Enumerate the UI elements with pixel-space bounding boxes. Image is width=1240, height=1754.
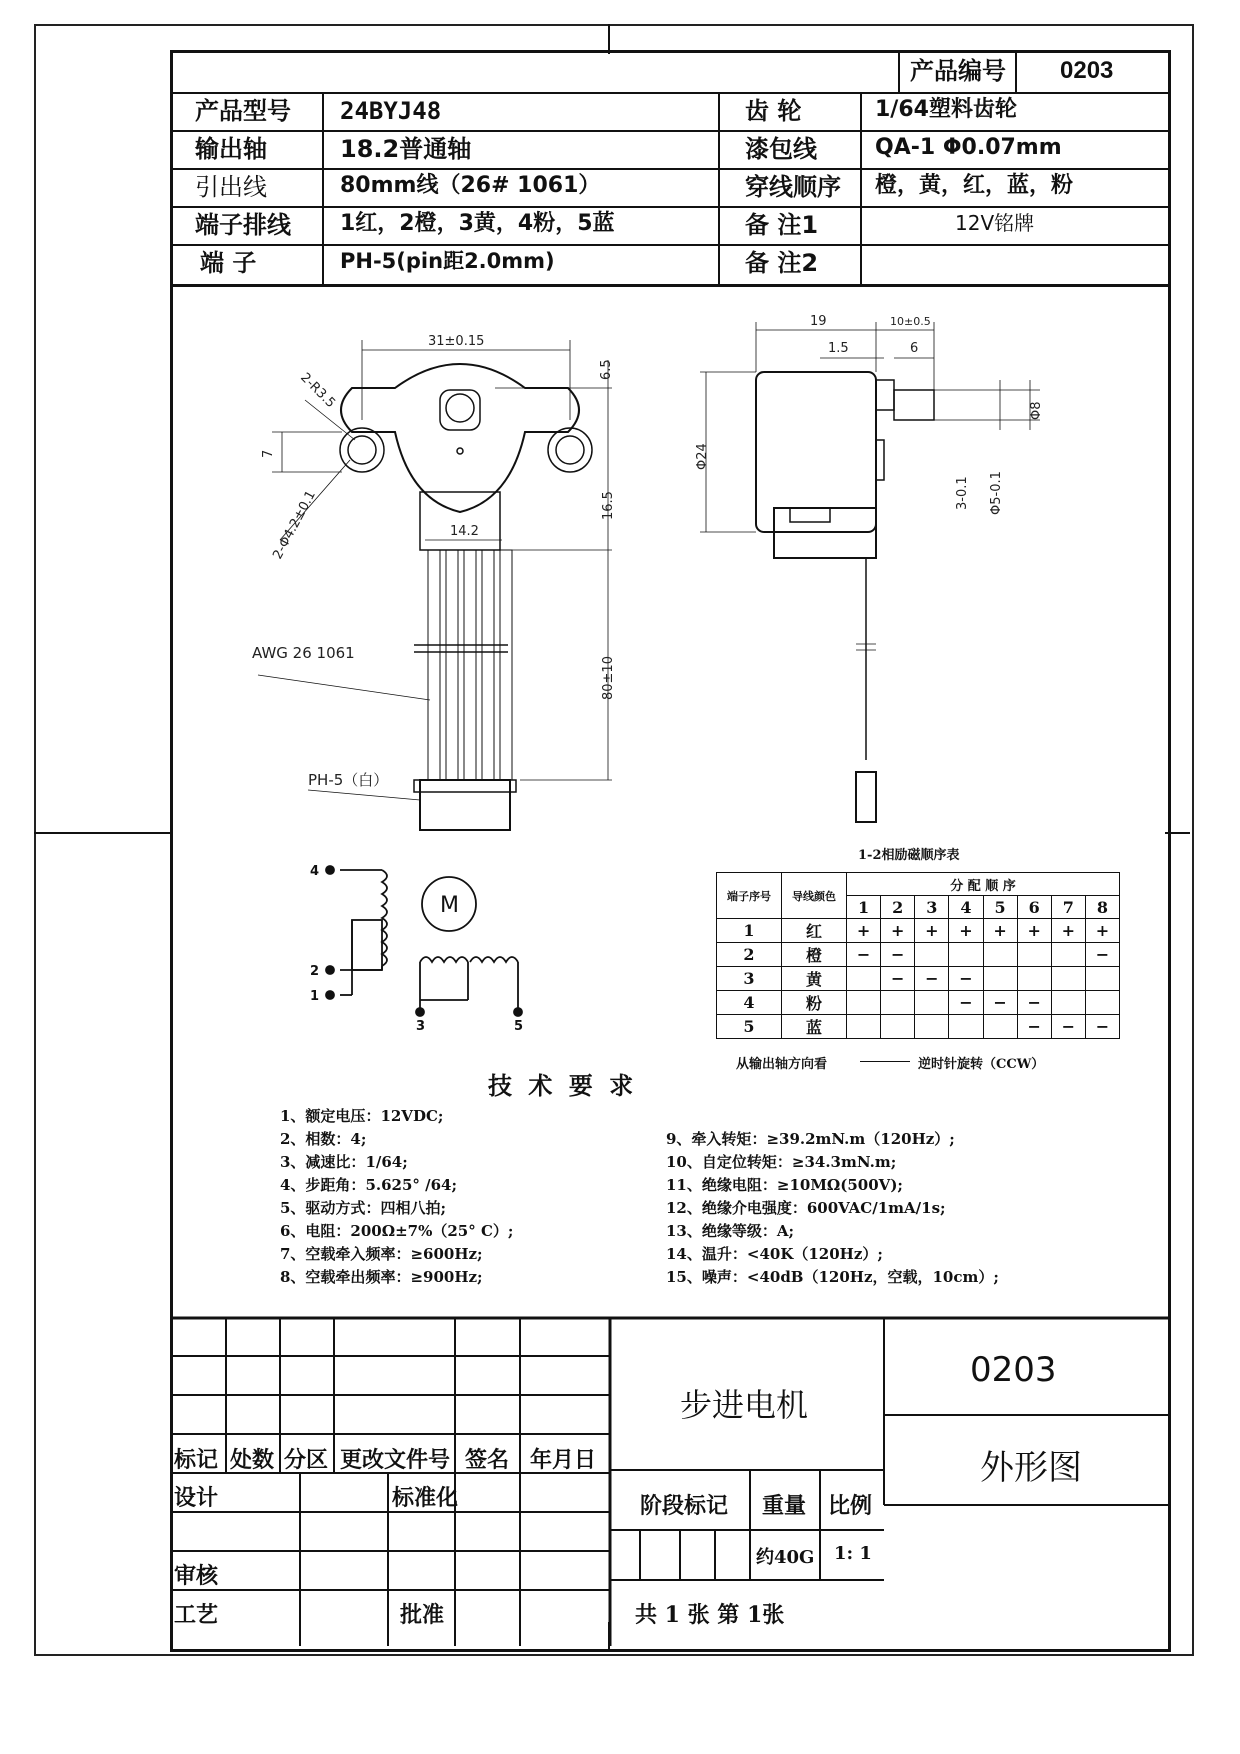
review-label: 审核 — [174, 1563, 219, 1589]
spec-label: 漆包线 — [745, 135, 817, 163]
sequence-cell: − — [1051, 1015, 1085, 1039]
drawing-number: 0203 — [970, 1350, 1057, 1390]
standard-label: 标准化 — [392, 1485, 459, 1511]
spec-value: 24BYJ48 — [340, 97, 442, 125]
motor-symbol: M — [440, 893, 459, 918]
sequence-title: 1-2相励磁顺序表 — [858, 848, 960, 863]
pin-4: 4 — [310, 864, 320, 879]
spec-label: 输出轴 — [195, 135, 267, 163]
requirement-item: 3、减速比：1/64; — [280, 1153, 408, 1171]
sequence-color: 蓝 — [782, 1015, 847, 1039]
dim-body: 16.5 — [601, 491, 616, 520]
rev-header: 年月日 — [530, 1447, 597, 1473]
spec-value: PH-5(pin距2.0mm) — [340, 249, 555, 273]
pin-1: 1 — [310, 989, 320, 1004]
dim-wire-length: 80±10 — [601, 656, 616, 700]
dim-side-6: 6 — [910, 341, 919, 356]
scale-value: 1: 1 — [834, 1543, 872, 1564]
sequence-cell: + — [1085, 919, 1119, 943]
requirement-item: 2、相数：4; — [280, 1130, 367, 1148]
dim-side-8: Φ8 — [1029, 401, 1044, 420]
requirement-item: 11、绝缘电阻：≥10MΩ(500V); — [666, 1176, 903, 1194]
spec-value: QA-1 Φ0.07mm — [875, 135, 1062, 160]
spec-value: 1/64塑料齿轮 — [875, 97, 1017, 122]
sequence-pin: 4 — [717, 991, 782, 1015]
step-header: 3 — [915, 896, 949, 919]
head-pin: 端子序号 — [717, 873, 782, 919]
drawing-name: 步进电机 — [680, 1386, 809, 1424]
sequence-cell — [983, 943, 1017, 967]
spec-label: 端 子 — [200, 249, 257, 277]
sequence-cell — [1051, 967, 1085, 991]
process-label: 工艺 — [174, 1602, 219, 1628]
sequence-cell: − — [1085, 943, 1119, 967]
requirement-item: 9、牵入转矩：≥39.2mN.m（120Hz）; — [666, 1130, 955, 1148]
spec-label: 端子排线 — [195, 211, 291, 239]
sequence-cell: + — [915, 919, 949, 943]
sequence-cell — [949, 943, 983, 967]
sequence-cell: − — [915, 967, 949, 991]
rev-header: 分区 — [284, 1447, 329, 1473]
sequence-cell — [1085, 991, 1119, 1015]
sequence-cell: − — [1017, 991, 1051, 1015]
step-header: 6 — [1017, 896, 1051, 919]
sequence-row — [717, 1015, 1120, 1039]
sequence-cell — [915, 991, 949, 1015]
spec-value: 12V铭牌 — [955, 211, 1035, 235]
sequence-color: 橙 — [782, 943, 847, 967]
connector-label: PH-5（白） — [308, 771, 389, 789]
sequence-cell: + — [1017, 919, 1051, 943]
requirement-item: 6、电阻：200Ω±7%（25° C）; — [280, 1222, 514, 1240]
spec-value: 1红，2橙，3黄，4粉，5蓝 — [340, 211, 615, 236]
weight-label: 重量 — [762, 1493, 807, 1519]
dim-side-10: 10±0.5 — [890, 315, 931, 328]
sequence-footnote-left: 从输出轴方向看 — [736, 1057, 828, 1072]
front-view — [258, 340, 612, 830]
dim-side-3: 3-0.1 — [955, 476, 970, 510]
stage-label: 阶段标记 — [640, 1493, 729, 1519]
step-header: 8 — [1085, 896, 1119, 919]
spec-label: 齿 轮 — [745, 97, 802, 125]
spec-label: 引出线 — [195, 173, 267, 201]
sequence-cell: + — [1051, 919, 1085, 943]
design-label: 设计 — [174, 1485, 219, 1511]
sequence-cell — [847, 991, 881, 1015]
sequence-cell — [983, 1015, 1017, 1039]
rev-header: 处数 — [230, 1447, 275, 1473]
sequence-cell — [915, 1015, 949, 1039]
spec-label: 备 注1 — [745, 211, 819, 239]
step-header: 2 — [881, 896, 915, 919]
sequence-pin: 5 — [717, 1015, 782, 1039]
approve-label: 批准 — [400, 1602, 445, 1628]
spec-label: 产品型号 — [195, 97, 291, 125]
sequence-rows — [717, 919, 1120, 1039]
step-header: 1 — [847, 896, 881, 919]
weight-value: 约40G — [756, 1547, 815, 1568]
sheet-count: 共 1 张 第 1张 — [635, 1602, 785, 1628]
drawing-type: 外形图 — [980, 1448, 1082, 1488]
sequence-cell — [1017, 967, 1051, 991]
sequence-pin: 1 — [717, 919, 782, 943]
step-header: 5 — [983, 896, 1017, 919]
dim-ear: 7 — [261, 449, 276, 458]
sequence-cell: + — [881, 919, 915, 943]
sequence-cell: + — [983, 919, 1017, 943]
sequence-cell — [1017, 943, 1051, 967]
sequence-color: 红 — [782, 919, 847, 943]
sequence-row — [717, 967, 1120, 991]
requirement-item: 1、额定电压：12VDC; — [280, 1107, 444, 1125]
sequence-pin: 2 — [717, 943, 782, 967]
rev-header: 更改文件号 — [340, 1447, 451, 1473]
sequence-row — [717, 919, 1120, 943]
head-color: 导线颜色 — [782, 873, 847, 919]
sequence-footnote-right: 逆时针旋转（CCW） — [918, 1057, 1045, 1072]
dim-base: 14.2 — [450, 524, 479, 539]
sequence-cell — [881, 991, 915, 1015]
sequence-cell — [881, 1015, 915, 1039]
spec-label: 穿线顺序 — [745, 173, 841, 201]
sequence-row — [717, 943, 1120, 967]
requirement-item: 15、噪声：<40dB（120Hz，空载，10cm）; — [666, 1268, 999, 1286]
pin-2: 2 — [310, 964, 320, 979]
product-no: 0203 — [1060, 57, 1114, 84]
sequence-pin: 3 — [717, 967, 782, 991]
requirements-title: 技 术 要 求 — [488, 1071, 638, 1100]
dim-side-24: Φ24 — [695, 443, 710, 470]
sequence-color: 黄 — [782, 967, 847, 991]
sequence-cell: − — [847, 943, 881, 967]
wiring-schematic — [326, 866, 522, 1016]
rev-header: 签名 — [465, 1447, 510, 1473]
requirement-item: 13、绝缘等级：A; — [666, 1222, 795, 1240]
requirement-item: 8、空载牵出频率：≥900Hz; — [280, 1268, 483, 1286]
spec-value: 80mm线（26# 1061） — [340, 173, 601, 198]
requirement-item: 10、自定位转矩：≥34.3mN.m; — [666, 1153, 897, 1171]
dim-hole: 2-Φ4.2±0.1 — [270, 488, 319, 562]
head-steps: 分 配 顺 序 — [847, 873, 1120, 896]
requirement-item: 14、温升：<40K（120Hz）; — [666, 1245, 883, 1263]
pin-5: 5 — [514, 1019, 524, 1034]
sequence-cell: − — [983, 991, 1017, 1015]
sequence-cell — [847, 967, 881, 991]
dim-side-5: Φ5-0.1 — [989, 471, 1004, 515]
sequence-row — [717, 991, 1120, 1015]
sequence-cell: − — [1085, 1015, 1119, 1039]
step-header: 4 — [949, 896, 983, 919]
footnote-dash — [860, 1061, 910, 1062]
spec-label: 备 注2 — [745, 249, 819, 277]
sequence-cell — [949, 1015, 983, 1039]
dim-side-15: 1.5 — [828, 341, 849, 356]
spec-value: 18.2普通轴 — [340, 135, 472, 163]
requirement-item: 7、空载牵入频率：≥600Hz; — [280, 1245, 483, 1263]
dim-height-top: 6.5 — [599, 359, 614, 380]
sequence-cell — [915, 943, 949, 967]
sequence-cell — [847, 1015, 881, 1039]
sequence-cell — [1051, 943, 1085, 967]
scale-label: 比例 — [828, 1493, 873, 1519]
dim-side-19: 19 — [810, 314, 827, 329]
sequence-cell: − — [881, 943, 915, 967]
dim-width: 31±0.15 — [428, 334, 485, 349]
sequence-cell: − — [881, 967, 915, 991]
sequence-cell: − — [1017, 1015, 1051, 1039]
sequence-cell — [1085, 967, 1119, 991]
spec-value: 橙，黄，红，蓝，粉 — [875, 173, 1074, 198]
dim-radius: 2-R3.5 — [297, 370, 338, 412]
pin-3: 3 — [416, 1019, 426, 1034]
requirement-item: 4、步距角：5.625° /64; — [280, 1176, 458, 1194]
sequence-color: 粉 — [782, 991, 847, 1015]
sequence-cell — [983, 967, 1017, 991]
requirement-item: 12、绝缘介电强度：600VAC/1mA/1s; — [666, 1199, 946, 1217]
sequence-cell: − — [949, 967, 983, 991]
sequence-cell — [1051, 991, 1085, 1015]
sequence-cell: + — [847, 919, 881, 943]
sequence-cell: + — [949, 919, 983, 943]
rev-header: 标记 — [174, 1447, 219, 1473]
sequence-cell: − — [949, 991, 983, 1015]
wire-label: AWG 26 1061 — [252, 644, 355, 662]
side-view — [700, 322, 1040, 822]
requirement-item: 5、驱动方式：四相八拍; — [280, 1199, 446, 1217]
product-no-label: 产品编号 — [910, 57, 1006, 85]
step-header: 7 — [1051, 896, 1085, 919]
sequence-table — [716, 872, 1120, 1039]
